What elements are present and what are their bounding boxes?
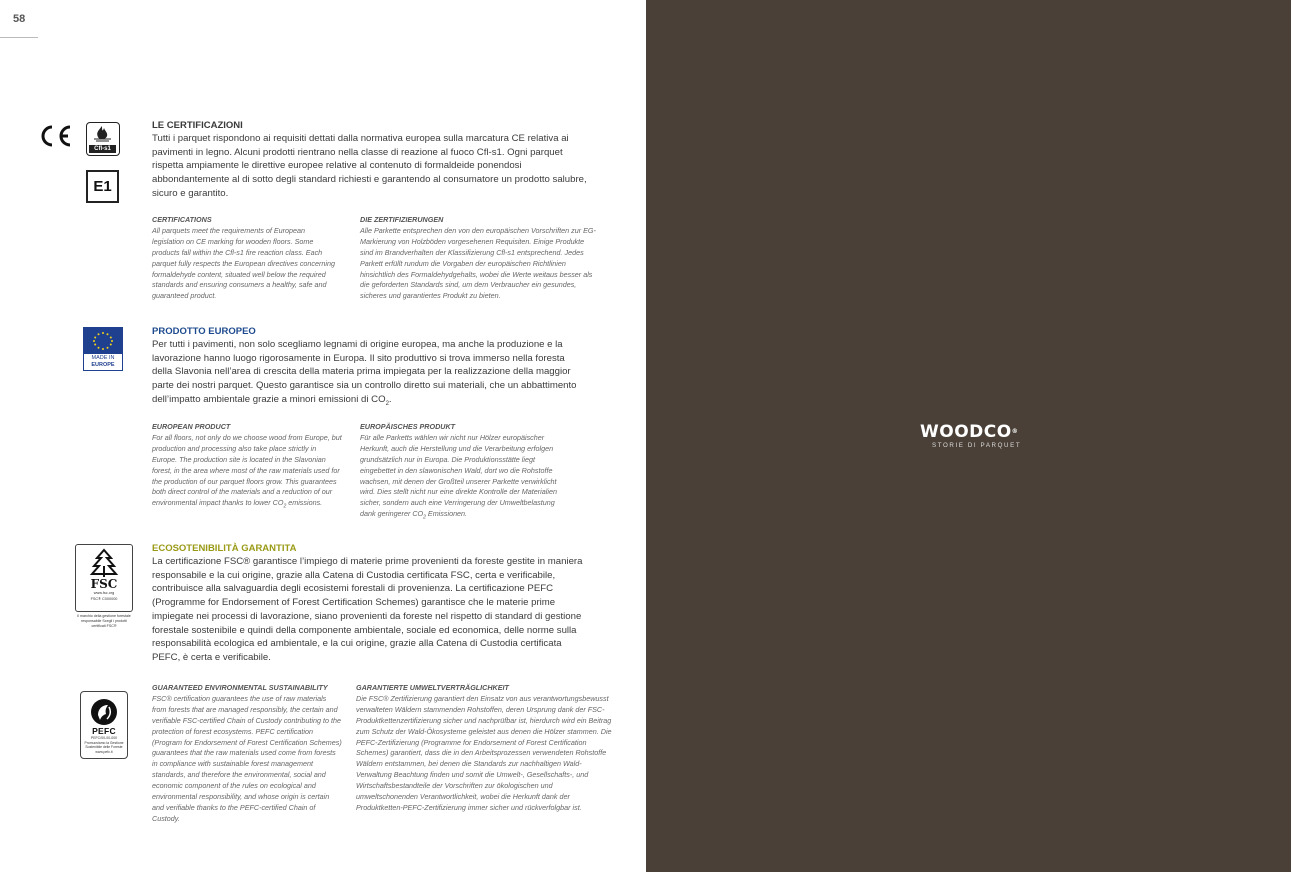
pefc-code: PEFC/00-00-000 — [90, 736, 118, 740]
european-en — [152, 422, 342, 513]
made-in-europe-icon — [83, 327, 123, 371]
page-number: 58 — [13, 13, 26, 25]
european-de-body-end: Emissionen. — [425, 509, 468, 519]
european-de-body-text: Für alle Parketts wählen wir nicht nur Hölzer europäischer Herkunft, auch die Herstellung und die Verarbeitung erfolgen grundsätzlich nur in Europa. Die Produktionsstätte liegt eingebettet in den slawonischen Wald, dort wo die Rohstoffe wachsen, mit denen der Großteil unserer Parkette verwirklicht wird. Dies stellt nicht nur eine direkte Kontrolle der Materialien sicher, sondern auch eine Verringerung der Umweltbelastung dank geringerer CO — [360, 432, 557, 519]
made-in-label: MADE IN — [91, 355, 115, 361]
brand-mark: ® — [1011, 428, 1019, 435]
certifications-de-body: Alle Parkette entsprechen den von den europäischen Vorschriften zur EG-Markierung von Holzböden vorgesehenen Requisiten. Einige Produkte sind im Brandverhalten der Klassifizierung Cfl-s1 entsprechend. Jedes Parkett erfüllt rundum die Vorgaben der europäischen Richtlinien hinsichtlich des Formaldehydgehalts, wobei die Werte weitaus besser als die geforderten Standards sind, um dem Verbraucher ein gesundes, sicheres und garantiertes Produkt zu bieten. — [360, 225, 596, 301]
certifications-section — [152, 120, 592, 201]
european-en-body-text: For all floors, not only do we choose wood from Europe, but production and processing also take place strictly in Europe. The production site is located in the Slavonian forest, in the area where most of the raw materials used for the production of our parquet floors grow. This guarantees both direct control of the materials and a reduction of our environmental impact thanks to lower CO — [152, 432, 342, 508]
co2-de-subscript: 2 — [423, 514, 426, 521]
co2-subscript: 2 — [385, 400, 389, 407]
eu-flag — [84, 328, 122, 354]
fsc-logo-icon — [75, 544, 133, 612]
european-section — [152, 326, 582, 411]
certifications-de — [360, 215, 596, 302]
eco-section — [152, 543, 588, 665]
european-en-body-end: emissions. — [286, 498, 323, 508]
certifications-body: Tutti i parquet rispondono ai requisiti dettati dalla normativa europea sulla marcatura CE relativa ai pavimenti in legno. Alcuni prodotti rientrano nella classe di reazione al fuoco Cfl-s1. Ogni parquet rispetta ampiamente le direttive europee relative al contenuto di formaldeide ponendosi abbondantemente al di sotto degli standard richiesti e garantendo al consumatore un prodotto salubre, sicuro e garantito. — [152, 133, 587, 199]
europe-label: EUROPE — [91, 362, 115, 368]
ce-mark-icon — [38, 124, 72, 153]
certifications-title: LE CERTIFICAZIONI — [152, 120, 243, 131]
co2-en-subscript: 2 — [283, 503, 287, 510]
fsc-code: FSC® C000000 — [90, 597, 118, 601]
brand-tagline: STORIE DI PARQUET — [932, 442, 1022, 449]
fsc-caption: Il marchio della gestione forestale responsabile Scegli i prodotti certificati FSC® — [77, 614, 131, 629]
certifications-de-title: DIE ZERTIFIZIERUNGEN — [360, 215, 444, 224]
pefc-logo-icon — [80, 691, 128, 759]
eco-de — [356, 683, 612, 814]
european-en-title: EUROPEAN PRODUCT — [152, 422, 231, 431]
certifications-en-title: CERTIFICATIONS — [152, 215, 212, 224]
e1-label: E1 — [93, 178, 112, 195]
fsc-label: FSC — [90, 577, 118, 591]
certifications-en-body: All parquets meet the requirements of European legislation on CE marking for wooden floors. Some products fall within the Cfl-s1 fire reaction class. Each parquet fully respects the European directives concerning formaldehyde content, situated well below the required standards and ensuring consumers a healthy, safe and guaranteed product. — [152, 225, 335, 301]
pefc-caption: Promuoviamo la Gestione Sostenibile delle Foreste www.pefc.it — [84, 741, 124, 754]
european-body-text: Per tutti i pavimenti, non solo scegliamo legnami di origine europea, ma anche la produzione e la lavorazione hanno luogo rigorosamente in Europa. Il sito produttivo si trova immerso nella foresta della Slavonia nell’area di crescita della materia prima impiegata per la realizzazione della maggior parte dei nostri parquet. Questo garantisce sia un controllo diretto sui materiali, che un abbattimento dell’impatto ambientale grazie a minori emissioni di CO — [152, 339, 577, 405]
eco-en-body: FSC® certification guarantees the use of raw materials from forests that are managed responsibly, the certain and verifiable FSC-certified Chain of Custody contributing to the protection of forest ecosystems. PEFC certification (Program for Endorsement of Forest Certification Schemes) guarantees that the raw materials used come from forests in compliance with sustainable forest management standards, and therefore the environmental, social and economic component of the rules on ecological and environmental responsibility, and whose origin is certain and verifiable thanks to the PEFC-certified Chain of Custody. — [152, 693, 342, 823]
eco-en — [152, 683, 342, 825]
brand-name-text: WOODCO — [920, 422, 1012, 442]
european-de-body — [360, 433, 572, 524]
european-de-title: EUROPÄISCHES PRODUKT — [360, 422, 456, 431]
eco-body: La certificazione FSC® garantisce l’impiego di materie prime provenienti da foreste gestite in maniera responsabile e la cui origine, grazie alla Catena di Custodia certificata FSC, certa e verificabile, contribuisce alla salvaguardia degli ecosistemi forestali di provenienza. La certificazione PEFC (Programme for Endorsement of Forest Certification Schemes) garantisce che le materie prime impiegate nei processi di lavorazione, siano provenienti da foreste nel rispetto di standard di gestione forestale sostenibile e quindi della componente ambientale, sociale ed economica, delle norme sulla responsabilità ecologica ed ambientale, e la cui origine, grazie alla Catena di Custodia certificata PEFC, è certa e verificabile. — [152, 556, 583, 663]
eco-de-title: GARANTIERTE UMWELTVERTRÄGLICHKEIT — [356, 683, 509, 692]
european-en-body — [152, 433, 342, 513]
eco-en-title: GUARANTEED ENVIRONMENTAL SUSTAINABILITY — [152, 683, 328, 692]
eco-title: ECOSOTENIBILITÀ GARANTITA — [152, 543, 297, 554]
e1-badge-icon — [86, 170, 119, 203]
fire-class-icon — [86, 122, 120, 156]
fire-class-label: Cfl-s1 — [89, 145, 116, 153]
european-title: PRODOTTO EUROPEO — [152, 326, 256, 337]
page-number-rule — [0, 37, 38, 38]
european-body: Per tutti i pavimenti, non solo scegliamo legnami di origine europea, ma anche la produzione e la lavorazione hanno luogo rigorosamente in Europa. Il sito produttivo si trova immerso nella foresta della Slavonia nell’area di crescita della materia prima impiegata per la realizzazione della maggior parte dei nostri parquet. Questo garantisce sia un controllo diretto sui materiali, che un abbattimento dell’impatto ambientale grazie a minori emissioni di $CO_2$. — [152, 339, 577, 407]
eco-de-body: Die FSC® Zertifizierung garantiert den Einsatz von aus verantwortungsbewusst verwalteten Wäldern stammenden Rohstoffen, deren Ursprung dank der FSC-Produktkettenzertifizierung sicher und nachprüfbar ist, hierdurch wird ein Beitrag zum Schutz der Wald-Ökosysteme geleistet aus denen die Hölzer stammen. Die PEFC-Zertifizierung (Programme for Endorsement of Forest Certification Schemes) garantiert, dass die in den Arbeitsprozessen verwendeten Rohstoffe Wäldern entstammen, bei denen die Standards zur nachhaltigen Wald-Verwaltung Beachtung finden und somit die Umwelt-, Gesellschafts-, und Wirtschaftsbestandteile der Vorschriften zur ökologischen und umweltschonenden Verantwortlichkeit, wobei die Herkunft dank der Produktketten-PEFC-Zertifizierung immer sicher und rückverfolgbar ist. — [356, 693, 612, 812]
fsc-url: www.fsc.org — [93, 591, 115, 595]
woodco-logo — [920, 423, 1035, 449]
pefc-label: PEFC — [92, 726, 116, 736]
certifications-en — [152, 215, 338, 302]
european-de — [360, 422, 572, 524]
brand-name — [920, 423, 1035, 441]
